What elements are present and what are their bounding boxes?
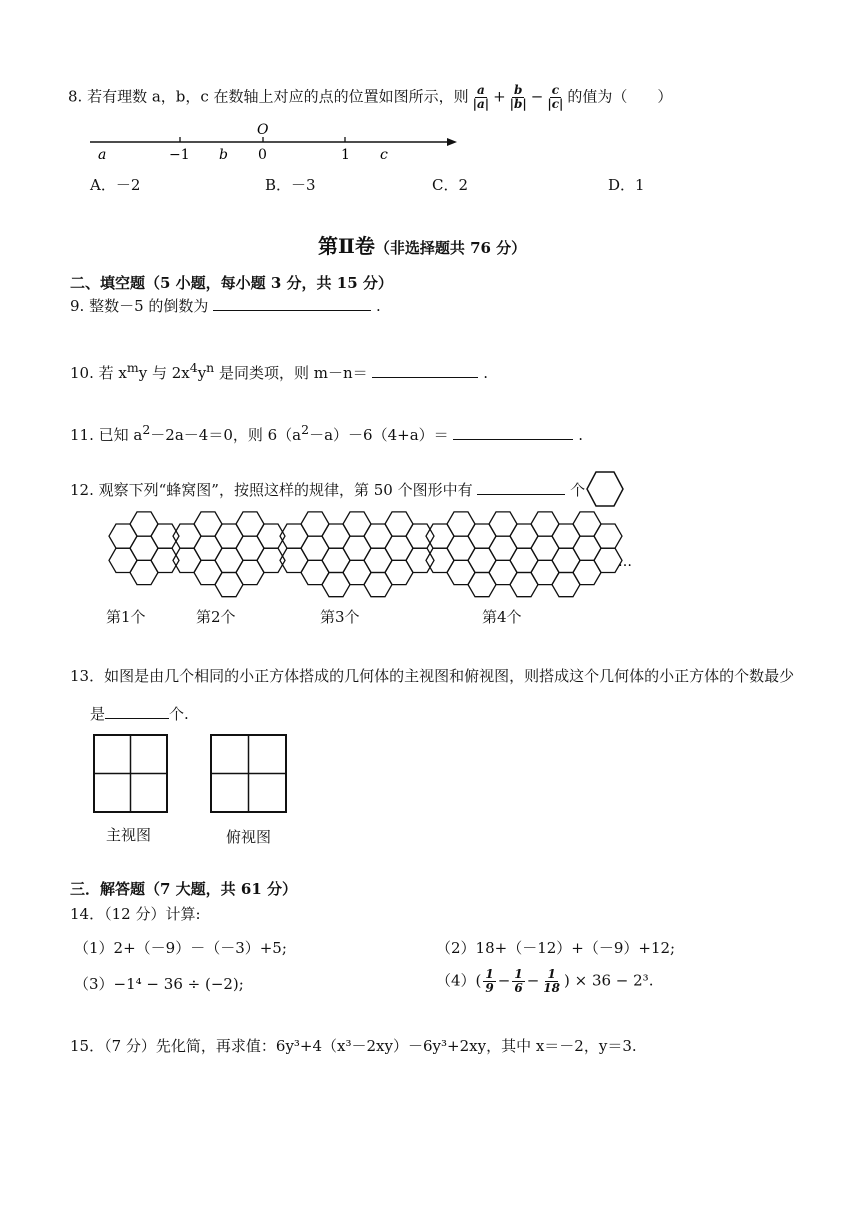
frac-1-6-den: 6 [514, 981, 523, 995]
q14-part2: （2）18+（－12）+（－9）+12; [436, 939, 676, 957]
frac-1-18 [541, 968, 562, 995]
frac-b-den: |b| [509, 97, 527, 111]
q8-stem-text: 8. 若有理数 a，b，c 在数轴上对应的点的位置如图所示，则 [68, 87, 469, 106]
q13-line2a: 是 [90, 705, 106, 723]
frac-a-num: a [476, 83, 485, 97]
q13-line1: 13．如图是由几个相同的小正方体搭成的几何体的主视图和俯视图，则搭成这个几何体的小正方体的个数最少 [70, 667, 795, 685]
honeycomb-cell [257, 548, 285, 572]
frac-b-num: b [514, 83, 523, 97]
q8-stem [68, 84, 672, 111]
frac-c [545, 84, 565, 111]
label-0: 0 [258, 147, 267, 163]
q12-unit: 个 [570, 481, 586, 499]
label-c: c [380, 147, 388, 163]
hexagon-icon [585, 470, 625, 508]
q14-part4-start: （4）( [436, 971, 482, 990]
top-view-grid [210, 734, 288, 814]
honeycomb-caption-1: 第1个 [106, 608, 146, 626]
q11-sup1: 2 [142, 422, 151, 437]
part2-title [318, 230, 526, 259]
q10-text: 10. 若 x [70, 364, 127, 382]
frac-b [508, 84, 529, 111]
q14-part4-end: ) × 36 − 2³. [563, 971, 654, 990]
frac-1-9-den: 9 [485, 981, 494, 995]
frac-1-6 [512, 968, 524, 995]
q10-end: . [483, 364, 488, 382]
option-c: C．2 [432, 176, 469, 194]
q9-answer-blank[interactable] [213, 296, 371, 311]
q14-part4: （4）( $\frac{1}{9}$ − $\frac{1}{6}$ − $\frac{1}{18}$ ) × 36 − 2³. [436, 967, 654, 995]
q11-end: . [578, 426, 583, 444]
q11-mid2: －a）－6（4+a）＝ [309, 426, 449, 444]
q11-sup2: 2 [301, 422, 310, 437]
honeycomb-cell [406, 524, 434, 548]
section2-heading: 二、填空题（5 小题，每小题 3 分，共 15 分） [70, 274, 393, 292]
plus-sign: + [493, 87, 506, 106]
option-a: A．－2 [90, 176, 141, 194]
q10-sup1: m [126, 360, 139, 375]
honeycomb-cells [109, 512, 622, 597]
q13-line2b: 个. [169, 705, 189, 723]
frac-a [471, 84, 492, 111]
honeycomb-caption-2: 第2个 [196, 608, 236, 626]
q10-sup2: 4 [189, 360, 198, 375]
number-line [85, 118, 465, 166]
honeycomb-caption-4: 第4个 [482, 608, 522, 626]
q12-answer-blank[interactable] [477, 480, 565, 495]
q10-answer-blank[interactable] [372, 363, 478, 378]
q14-part1: （1）2+（－9）－（－3）+5; [74, 939, 287, 957]
honeycomb-figures [90, 512, 632, 607]
q9-end: . [375, 297, 381, 315]
top-view-caption: 俯视图 [226, 828, 272, 846]
honeycomb-caption-3: 第3个 [320, 608, 360, 626]
part2-title-text: 第Ⅱ卷 [318, 234, 375, 258]
option-d: D．1 [608, 176, 645, 194]
frac-c-num: c [551, 83, 560, 97]
q10-mid2: y [197, 364, 207, 382]
part2-subtitle: （非选择题共 76 分） [374, 239, 527, 257]
front-view-caption: 主视图 [106, 826, 152, 844]
q12 [70, 480, 585, 500]
frac-a-den: |a| [472, 97, 490, 111]
honeycomb-cell [257, 524, 285, 548]
frac-1-18-num: 1 [547, 967, 556, 981]
honeycomb-cell [151, 524, 179, 548]
honeycomb-cell [406, 548, 434, 572]
q14-part3: （3）−1⁴ − 36 ÷ (−2); [74, 975, 244, 993]
q12-text: 12. 观察下列“蜂窝图”，按照这样的规律，第 50 个图形中有 [70, 481, 473, 499]
frac-c-den: |c| [547, 97, 564, 111]
q10-mid3: 是同类项，则 m－n＝ [214, 364, 368, 382]
label-neg1: −1 [169, 147, 190, 163]
label-a: a [98, 147, 107, 163]
q11 [70, 420, 583, 445]
q14-title: 14．（12 分）计算: [70, 905, 201, 923]
frac-1-6-num: 1 [514, 967, 523, 981]
q10-mid1: y 与 2x [138, 364, 190, 382]
q10-sup3: n [206, 360, 215, 375]
section3-heading: 三．解答题（7 大题，共 61 分） [70, 880, 297, 898]
option-b: B．－3 [265, 176, 316, 194]
frac-1-18-den: 18 [543, 981, 560, 995]
q11-text: 11. 已知 a [70, 426, 143, 444]
label-1: 1 [341, 147, 350, 163]
q13-line2 [90, 704, 189, 724]
q9-text: 9. 整数－5 的倒数为 [70, 297, 209, 315]
q10 [70, 358, 488, 383]
front-view-grid [93, 734, 169, 814]
q13-answer-blank[interactable] [105, 704, 169, 719]
honeycomb-ellipsis: … [618, 554, 632, 570]
honeycomb-cell [594, 524, 622, 548]
arrow-icon [447, 138, 457, 146]
q11-answer-blank[interactable] [453, 425, 573, 440]
frac-1-9 [483, 968, 495, 995]
frac-1-9-num: 1 [485, 967, 494, 981]
honeycomb-cell [151, 548, 179, 572]
origin-label: O [257, 122, 269, 138]
q11-mid1: －2a－4＝0，则 6（a [150, 426, 302, 444]
label-b: b [219, 147, 228, 163]
q15: 15．（7 分）先化简，再求值：6y³+4（x³－2xy）－6y³+2xy，其中 x＝－2，y＝3. [70, 1037, 637, 1055]
minus-sign: − [530, 87, 544, 106]
q8-tail: 的值为（ ） [567, 87, 673, 106]
q9 [70, 296, 381, 316]
